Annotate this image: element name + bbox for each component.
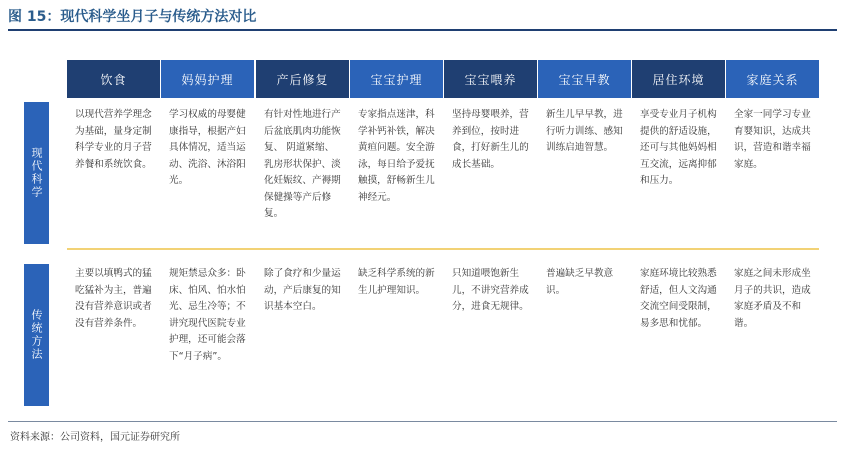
modern-cell-4: 专家指点迷津，科学补钙补铁，解决黄疸问题。安全游泳，每日给予爱抚触摸，舒畅新生儿神经元。 (358, 109, 435, 203)
column-header-4: 宝宝护理 (350, 60, 443, 98)
modern-cell-2: 学习权威的母婴健康指导，根据产妇具体情况，适当运动、洗浴、沐浴阳光。 (169, 109, 246, 186)
column-header-1: 饮食 (67, 60, 160, 98)
traditional-cell-4: 缺乏科学系统的新生儿护理知识。 (358, 268, 435, 296)
column-header-6: 宝宝早教 (538, 60, 631, 98)
traditional-cell-8: 家庭之间未形成坐月子的共识，造成家庭矛盾及不和谐。 (734, 268, 811, 329)
figure-title: 图 15：现代科学坐月子与传统方法对比 (8, 9, 257, 25)
row-divider (67, 248, 819, 250)
column-header-2: 妈妈护理 (161, 60, 254, 98)
modern-cell-1: 以现代营养学理念为基础，量身定制科学专业的月子营养餐和系统饮食。 (75, 109, 152, 170)
modern-cell-6: 新生儿早早教，进行听力训练、感知训练启迪智慧。 (546, 109, 623, 153)
column-header-5: 宝宝喂养 (444, 60, 537, 98)
modern-cell-7: 享受专业月子机构提供的舒适设施，还可与其他妈妈相互交流，远离抑郁和压力。 (640, 109, 717, 186)
modern-cell-8: 全家一同学习专业育婴知识，达成共识，营造和谐幸福家庭。 (734, 109, 811, 170)
traditional-cell-7: 家庭环境比较熟悉舒适，但人文沟通交流空间受限制，易多思和忧郁。 (640, 268, 717, 329)
column-header-7: 居住环境 (632, 60, 725, 98)
source-note: 资料来源：公司资料，国元证券研究所 (10, 432, 180, 443)
title-rule (8, 29, 837, 31)
traditional-cell-5: 只知道喂饱新生儿，不讲究营养成分，进食无规律。 (452, 268, 529, 312)
modern-cell-3: 有针对性地进行产后盆底肌肉功能恢复、 阴道紧缩、乳房形状保护、淡化妊娠纹、产褥期保健操等产后修复。 (264, 109, 341, 219)
traditional-cell-3: 除了食疗和少量运动，产后康复的知识基本空白。 (264, 268, 341, 312)
traditional-cell-2: 规矩禁忌众多：卧床、怕风、怕水怕光、忌生冷等；不讲究现代医院专业护理，还可能会落下“月子病”。 (169, 268, 246, 362)
row-label-modern: 现代科学 (24, 102, 49, 244)
footer-rule (8, 421, 837, 422)
modern-cell-5: 坚持母婴喂养，营养到位，按时进食，打好新生儿的成长基础。 (452, 109, 529, 170)
column-header-8: 家庭关系 (726, 60, 819, 98)
row-label-traditional: 传统方法 (24, 264, 49, 406)
traditional-cell-6: 普遍缺乏早教意识。 (546, 268, 614, 296)
column-header-3: 产后修复 (256, 60, 349, 98)
traditional-cell-1: 主要以填鸭式的猛吃猛补为主，普遍没有营养意识或者没有营养条件。 (75, 268, 152, 329)
